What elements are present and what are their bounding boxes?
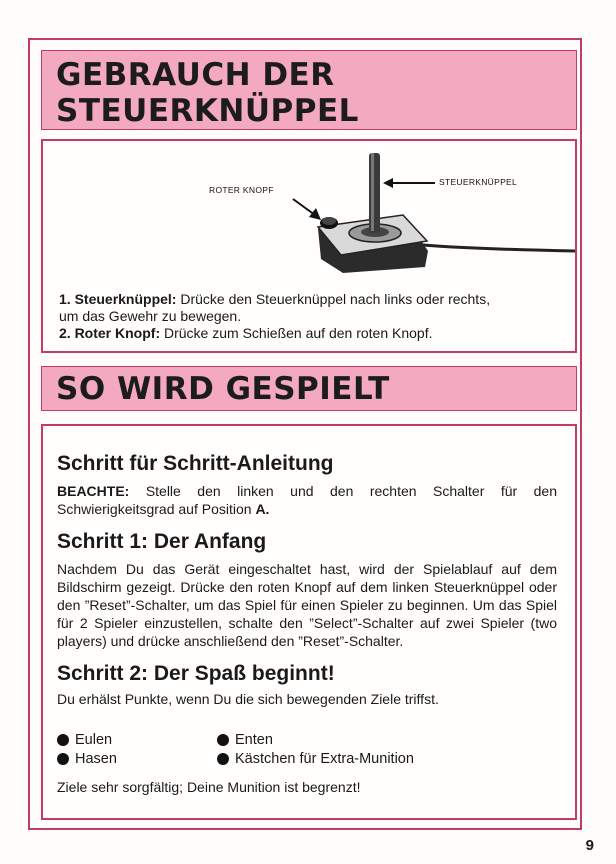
- note-position: A.: [255, 501, 270, 517]
- note-text: Stelle den linken und den rechten Schalter für den Schwierigkeitsgrad auf Position: [57, 483, 557, 517]
- bullet-icon: [217, 734, 229, 746]
- target-item: [57, 732, 112, 748]
- instruction-2: [59, 325, 559, 342]
- label-roter-knopf: ROTER KNOPF: [209, 185, 274, 195]
- section-header-gameplay: [41, 366, 577, 411]
- heading-step1: Schritt 1: Der Anfang: [57, 530, 267, 553]
- controller-instructions: [59, 291, 559, 342]
- closing-line: Ziele sehr sorgfältig; Deine Munition ist begrenzt!: [57, 779, 361, 795]
- instruction-2-label: 2. Roter Knopf:: [59, 325, 161, 341]
- gameplay-box: [41, 424, 577, 820]
- bullet-icon: [217, 753, 229, 765]
- section-title-line1: GEBRAUCH DER: [56, 57, 335, 93]
- note-paragraph: [57, 482, 557, 518]
- heading-step-by-step: Schritt für Schritt-Anleitung: [57, 452, 334, 475]
- gameplay-content: [57, 452, 557, 708]
- instruction-1-text: Drücke den Steuerknüppel nach links oder rechts,: [176, 291, 491, 307]
- instruction-1-cont: um das Gewehr zu bewegen.: [59, 308, 242, 324]
- target-label: Kästchen für Extra-Munition: [235, 751, 414, 767]
- target-item: [57, 751, 117, 767]
- target-label: Hasen: [75, 751, 117, 767]
- label-steuerknueppel: STEUERKNÜPPEL: [439, 177, 518, 187]
- target-label: Enten: [235, 732, 273, 748]
- section-title-line2: STEUERKNÜPPEL: [56, 93, 359, 129]
- step2-paragraph: Du erhälst Punkte, wenn Du die sich bewegenden Ziele triffst.: [57, 691, 439, 707]
- page-number: 9: [585, 837, 594, 854]
- controller-box: [41, 139, 577, 353]
- joystick-illustration: [43, 141, 575, 291]
- instruction-2-text: Drücke zum Schießen auf den roten Knopf.: [160, 325, 433, 341]
- target-label: Eulen: [75, 732, 113, 748]
- step1-paragraph: Nachdem Du das Gerät eingeschaltet hast, wird der Spielablauf auf dem Bildschirm gezeigt. Drücke den roten Knopf auf dem linken Steuerknüppel oder den ”Reset”-Schalter, um das Spiel für einen Spieler zu beginnen. Um das Spiel für 2 Spieler einzustellen, schalte den ”Select”-Schalter auf zwei Spieler (two players) und drücke anschließend den ”Reset”-Schalter.: [57, 561, 557, 649]
- target-item: [217, 751, 414, 767]
- instruction-1: [59, 291, 559, 308]
- instruction-1-label: 1. Steuerknüppel:: [59, 291, 177, 307]
- target-item: [217, 732, 273, 748]
- bullet-icon: [57, 753, 69, 765]
- heading-step2: Schritt 2: Der Spaß beginnt!: [57, 662, 335, 685]
- section-header-controllers: [41, 50, 577, 130]
- note-label: BEACHTE:: [57, 483, 130, 499]
- bullet-icon: [57, 734, 69, 746]
- section2-title: SO WIRD GESPIELT: [56, 371, 390, 407]
